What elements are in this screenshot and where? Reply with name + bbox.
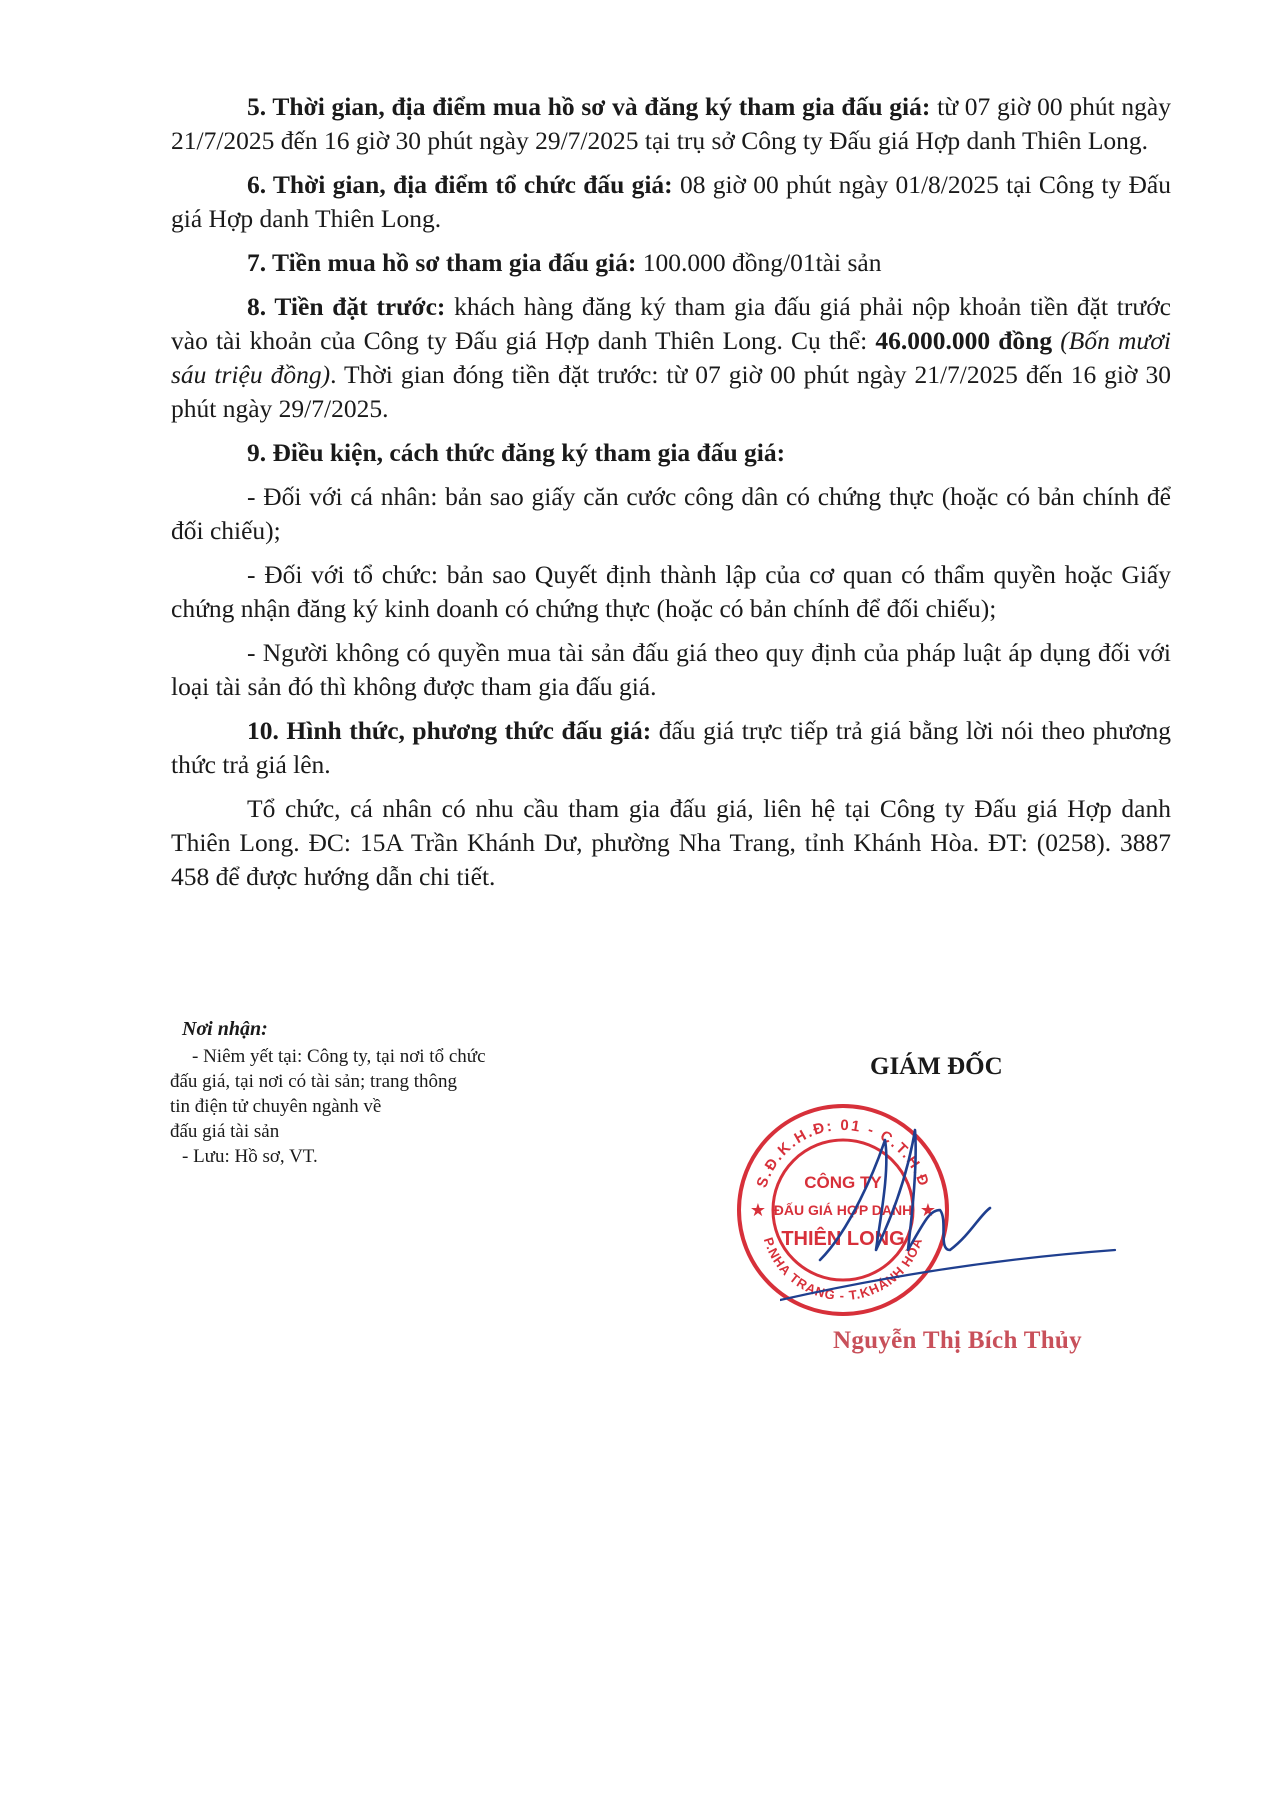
- seal-line-3: THIÊN LONG: [781, 1228, 905, 1250]
- section-9-item: - Đối với tổ chức: bản sao Quyết định thành lập của cơ quan có thẩm quyền hoặc Giấy chứng nhận đăng ký kinh doanh có chứng thực (hoặc có bản chính để đối chiếu);: [171, 560, 1171, 623]
- document-body: [171, 90, 1171, 904]
- seal-ring-bottom-text: P.NHA TRANG - T.KHÁNH HÒA: [760, 1235, 926, 1304]
- section-8-text: khách hàng đăng ký tham gia đấu giá phải nộp khoản tiền đặt trước vào tài khoản của Công ty Đấu giá Hợp danh Thiên Long. Cụ thể:: [171, 292, 1171, 355]
- recipients-block: [170, 1017, 540, 1169]
- deposit-amount-words: (Bốn mươi sáu triệu đồng): [171, 326, 1171, 389]
- recipients-line: đấu giá tài sản: [170, 1121, 280, 1142]
- section-5-text: từ 07 giờ 00 phút ngày 21/7/2025 đến 16 giờ 30 phút ngày 29/7/2025 tại trụ sở Công ty Đấu giá Hợp danh Thiên Long.: [171, 92, 1171, 155]
- seal-line-1: CÔNG TY: [804, 1173, 882, 1192]
- section-7-label: 7. Tiền mua hồ sơ tham gia đấu giá:: [247, 248, 637, 277]
- handwritten-signature: [780, 1110, 1120, 1310]
- recipients-line: - Niêm yết tại: Công ty, tại nơi tổ chức: [192, 1046, 486, 1067]
- seal-ring-text: S.Đ.K.H.Đ: 01 - C.T.H.Đ: [753, 1116, 933, 1191]
- section-5-label: 5. Thời gian, địa điểm mua hồ sơ và đăng ký tham gia đấu giá:: [247, 92, 931, 121]
- section-9-label: 9. Điều kiện, cách thức đăng ký tham gia đấu giá:: [247, 438, 786, 467]
- recipients-line: đấu giá, tại nơi có tài sản; trang thông: [170, 1071, 458, 1092]
- star-icon: ★: [749, 1200, 767, 1220]
- recipients-line: - Lưu: Hồ sơ, VT.: [182, 1146, 318, 1167]
- signer-name: Nguyễn Thị Bích Thủy: [833, 1327, 1082, 1354]
- section-8-label: 8. Tiền đặt trước:: [247, 292, 446, 321]
- section-9: [171, 436, 1171, 470]
- contact-paragraph: Tổ chức, cá nhân có nhu cầu tham gia đấu giá, liên hệ tại Công ty Đấu giá Hợp danh Thiên Long. ĐC: 15A Trần Khánh Dư, phường Nha Trang, tỉnh Khánh Hòa. ĐT: (0258). 3887 458 để được hướng dẫn chi tiết.: [171, 794, 1171, 891]
- section-6: [171, 168, 1171, 236]
- section-5: [171, 90, 1171, 158]
- section-10-text: đấu giá trực tiếp trả giá bằng lời nói theo phương thức trả giá lên.: [171, 716, 1171, 779]
- seal-line-2: ĐẤU GIÁ HỢP DANH: [773, 1202, 913, 1218]
- section-9-item: - Người không có quyền mua tài sản đấu giá theo quy định của pháp luật áp dụng đối với loại tài sản đó thì không được tham gia đấu giá.: [171, 638, 1171, 701]
- section-10: [171, 714, 1171, 782]
- section-7: [171, 246, 1171, 280]
- section-6-text: 08 giờ 00 phút ngày 01/8/2025 tại Công ty Đấu giá Hợp danh Thiên Long.: [171, 170, 1171, 233]
- recipients-heading: Nơi nhận:: [182, 1018, 268, 1040]
- section-8: [171, 290, 1171, 426]
- section-10-label: 10. Hình thức, phương thức đấu giá:: [247, 716, 652, 745]
- section-7-text: 100.000 đồng/01tài sản: [636, 248, 882, 277]
- section-6-label: 6. Thời gian, địa điểm tổ chức đấu giá:: [247, 170, 673, 199]
- star-icon: ★: [919, 1200, 937, 1220]
- section-8-text-2: . Thời gian đóng tiền đặt trước: từ 07 giờ 00 phút ngày 21/7/2025 đến 16 giờ 30 phút ngày 29/7/2025.: [171, 360, 1171, 423]
- section-9-item: - Đối với cá nhân: bản sao giấy căn cước công dân có chứng thực (hoặc có bản chính để đối chiếu);: [171, 482, 1171, 545]
- director-title: GIÁM ĐỐC: [870, 1053, 1003, 1080]
- deposit-amount: 46.000.000 đồng: [875, 326, 1053, 355]
- recipients-line: tin điện tử chuyên ngành về: [170, 1096, 382, 1117]
